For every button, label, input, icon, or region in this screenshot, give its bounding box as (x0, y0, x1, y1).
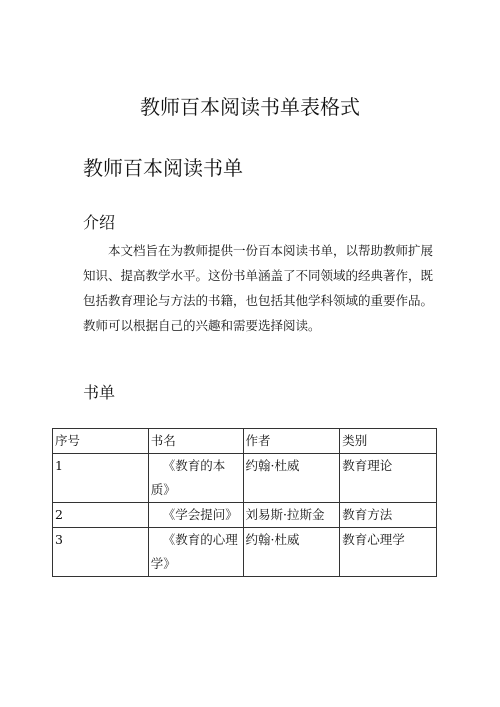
cell-author: 刘易斯·拉斯金 (243, 503, 340, 528)
table-row (53, 528, 437, 577)
table-header-row (53, 429, 437, 454)
cell-number: 3 (53, 528, 149, 577)
cell-title: 《教育的心理学》 (148, 528, 243, 577)
cell-category: 教育心理学 (340, 528, 437, 577)
column-header-title: 书名 (148, 429, 243, 454)
cell-category: 教育方法 (340, 503, 437, 528)
cell-title: 《学会提问》 (148, 503, 243, 528)
intro-paragraph: 本文档旨在为教师提供一份百本阅读书单，以帮助教师扩展知识、提高教学水平。这份书单涵盖了不同领域的经典著作，既包括教育理论与方法的书籍，也包括其他学科领域的重要作品。教师可以根据自己的兴趣和需要选择阅读。 (83, 243, 434, 333)
column-header-category: 类别 (340, 429, 437, 454)
document-heading: 教师百本阅读书单 (83, 156, 243, 180)
column-header-number: 序号 (53, 429, 149, 454)
cell-author: 约翰·杜威 (243, 454, 340, 503)
column-header-author: 作者 (243, 429, 340, 454)
cell-title: 《教育的本质》 (148, 454, 243, 503)
table-row (53, 503, 437, 528)
cell-number: 1 (53, 454, 149, 503)
table-row (53, 454, 437, 503)
cell-number: 2 (53, 503, 149, 528)
cell-author: 约翰·杜威 (243, 528, 340, 577)
book-list-heading: 书单 (83, 383, 116, 402)
book-list-table (52, 428, 437, 577)
cell-category: 教育理论 (340, 454, 437, 503)
intro-heading: 介绍 (83, 213, 116, 232)
page-title: 教师百本阅读书单表格式 (140, 95, 360, 119)
